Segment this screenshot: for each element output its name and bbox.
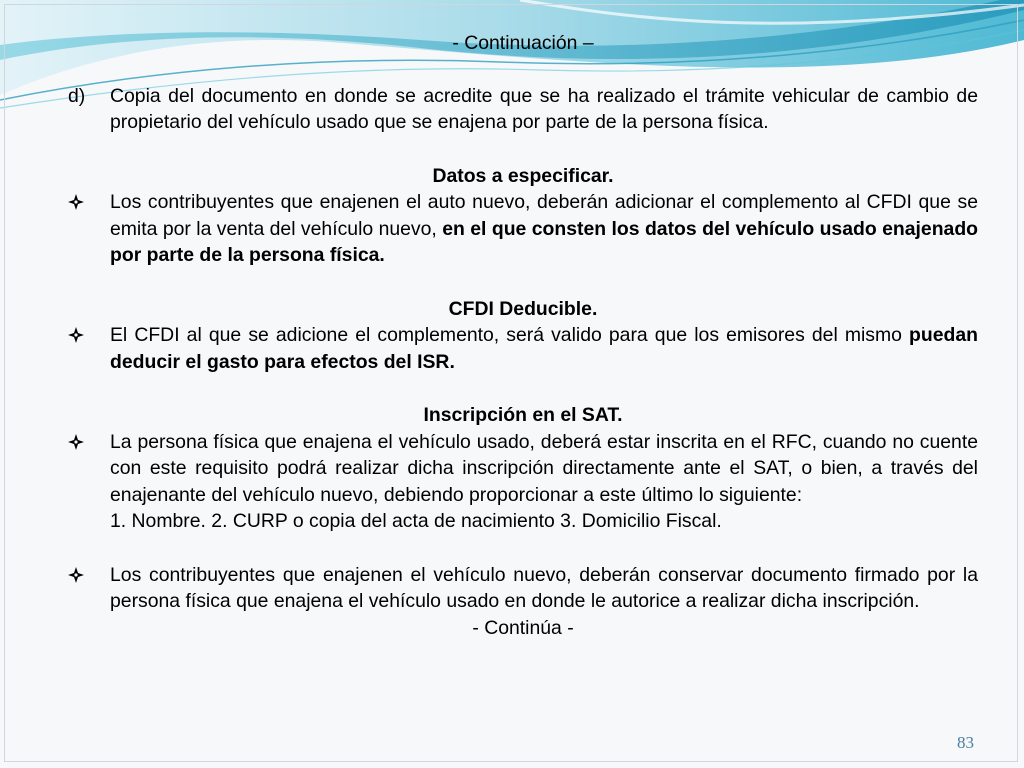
bullet-cfdi-normal: El CFDI al que se adicione el complemento, será valido para que los emisores del mismo [110, 324, 910, 346]
bullet-final [68, 562, 978, 615]
item-d-text: Copia del documento en donde se acredite que se ha realizado el trámite vehicular de cambio de propietario del vehículo usado que se enajena por parte de la persona física. [110, 84, 978, 133]
bullet-datos-text [110, 189, 978, 269]
requirements-list: 1. Nombre. 2. CURP o copia del acta de nacimiento 3. Domicilio Fiscal. [110, 510, 722, 532]
bullet-cfdi-bold: puedan deducir el gasto para efectos del ISR. [110, 324, 978, 373]
continues-footer: - Continúa - [472, 616, 574, 639]
page-number: 83 [957, 733, 974, 752]
diamond-bullet-icon [68, 189, 110, 269]
bullet-cfdi [68, 322, 978, 375]
bullet-inscripcion [68, 429, 978, 535]
bullet-final-text: Los contribuyentes que enajenen el vehículo nuevo, deberán conservar documento firmado por la persona física que enajena el vehículo usado en donde le autorice a realizar dicha inscripción. [110, 563, 978, 612]
bullet-datos [68, 189, 978, 269]
diamond-bullet-icon [68, 322, 110, 375]
heading-inscripcion: Inscripción en el SAT. [423, 404, 623, 426]
heading-datos: Datos a especificar. [432, 164, 614, 187]
heading-cfdi: CFDI Deducible. [448, 297, 598, 320]
bullet-datos-bold: en el que consten los datos del vehículo usado enajenado por parte de la persona física. [110, 217, 979, 266]
item-d [68, 83, 978, 136]
bullet-datos-normal: Los contribuyentes que enajenen el auto nuevo, deberán adicionar el complemento al CFDI que se emita por la venta del vehículo nuevo, [110, 191, 978, 240]
bullet-cfdi-text [110, 322, 978, 375]
diamond-bullet-icon [68, 562, 110, 615]
diamond-bullet-icon [68, 429, 110, 535]
bullet-inscripcion-text: La persona física que enajena el vehículo usado, deberá estar inscrita en el RFC, cuando no cuente con este requisito podrá realizar dicha inscripción directamente ante el SAT, o bien, a través del enajenante del vehículo nuevo, debiendo proporcionar a este último lo siguiente: [110, 430, 978, 506]
item-d-marker: d) [68, 84, 86, 107]
continuation-header: - Continuación – [452, 32, 594, 54]
slide-content [68, 30, 978, 641]
